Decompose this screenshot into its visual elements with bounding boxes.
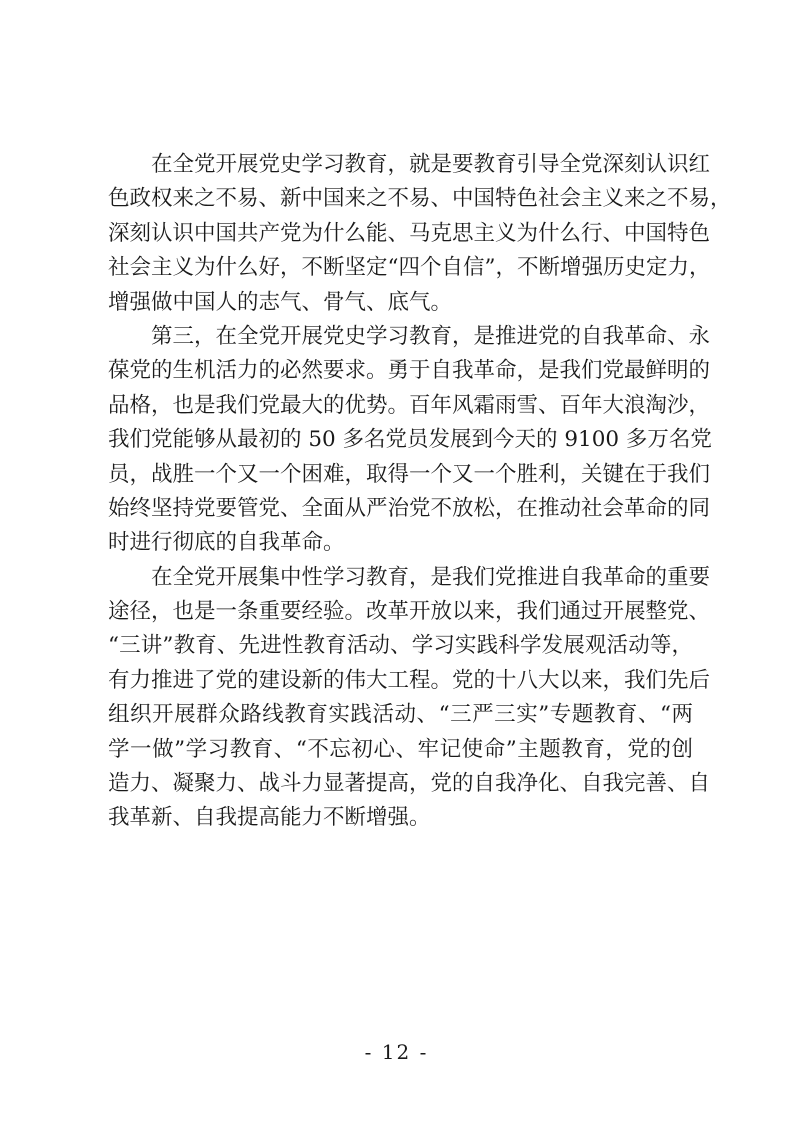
- paragraph-3: [108, 561, 711, 836]
- page-number: - 12 -: [364, 1040, 429, 1064]
- paragraph-2: [108, 320, 712, 561]
- text-line: 途径，也是一条重要经验。改革开放以来，我们通过开展整党、: [108, 599, 711, 625]
- text-line: 在全党开展党史学习教育，就是要教育引导全党深刻认识红: [151, 152, 711, 177]
- paragraph-1: [108, 148, 732, 320]
- text-line: 在全党开展集中性学习教育，是我们党推进自我革命的重要: [151, 564, 711, 590]
- text-line: 我革新、自我提高能力不断增强。: [108, 805, 431, 831]
- text-line: 社会主义为什么好，不断坚定“四个自信”，不断增强历史定力，: [108, 255, 711, 281]
- body-text: [108, 148, 732, 836]
- text-line: 造力、凝聚力、战斗力显著提高，党的自我净化、自我完善、自: [108, 771, 711, 797]
- text-line: 学一做”学习教育、“不忘初心、牢记使命”主题教育，党的创: [108, 736, 693, 762]
- text-line: 组织开展群众路线教育实践活动、“三严三实”专题教育、“两: [108, 702, 693, 728]
- text-line: “三讲”教育、先进性教育活动、学习实践科学发展观活动等，: [108, 633, 693, 659]
- text-line: 色政权来之不易、新中国来之不易、中国特色社会主义来之不易，: [108, 186, 732, 212]
- text-line: 员，战胜一个又一个困难，取得一个又一个胜利，关键在于我们: [108, 461, 711, 487]
- text-line: 葆党的生机活力的必然要求。勇于自我革命，是我们党最鲜明的: [108, 358, 711, 384]
- text-line: 时进行彻底的自我革命。: [108, 530, 345, 556]
- text-line: 始终坚持党要管党、全面从严治党不放松，在推动社会革命的同: [108, 495, 711, 521]
- text-line: 增强做中国人的志气、骨气、底气。: [108, 289, 453, 315]
- text-line: 品格，也是我们党最大的优势。百年风霜雨雪、百年大浪淘沙，: [108, 392, 711, 418]
- text-line: 有力推进了党的建设新的伟大工程。党的十八大以来，我们先后: [108, 667, 711, 693]
- text-line: 深刻认识中国共产党为什么能、马克思主义为什么行、中国特色: [108, 220, 711, 246]
- text-line: 我们党能够从最初的 50 多名党员发展到今天的 9100 多万名党: [108, 427, 712, 453]
- text-line: 第三，在全党开展党史学习教育，是推进党的自我革命、永: [151, 323, 711, 349]
